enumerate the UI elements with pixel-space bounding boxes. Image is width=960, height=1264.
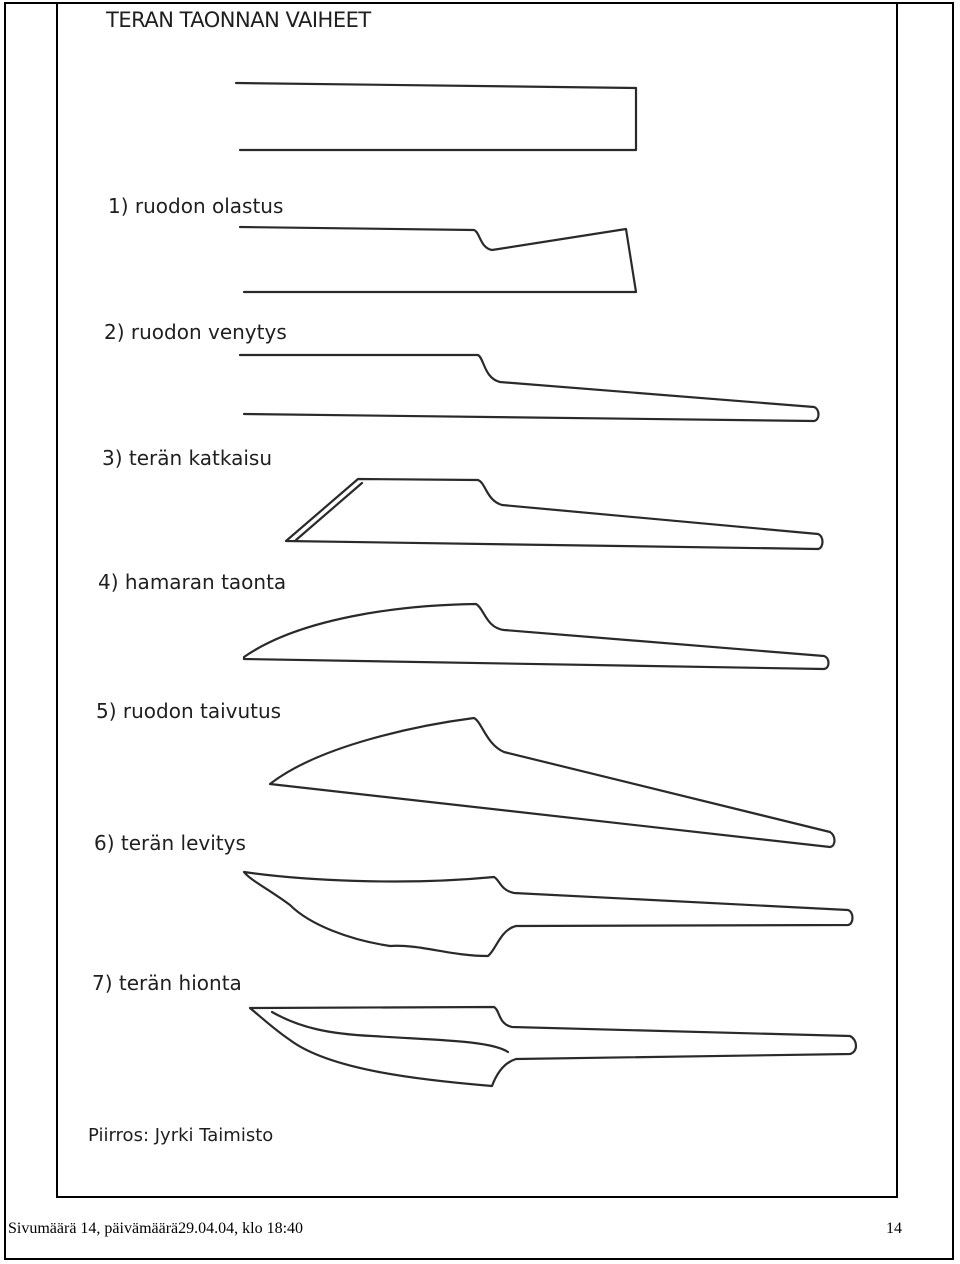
drawing-title: TERAN TAONNAN VAIHEET <box>106 8 371 32</box>
step-6-shape <box>244 872 853 956</box>
step-3-label: 3) terän katkaisu <box>102 446 273 470</box>
step-7-edge-line <box>272 1012 508 1052</box>
step-7-label: 7) terän hionta <box>92 971 242 995</box>
step-4-label: 4) hamaran taonta <box>98 570 287 594</box>
step-7-shape <box>250 1007 856 1086</box>
step-1-shape <box>240 227 636 292</box>
blank-bar-shape <box>236 83 636 150</box>
step-6-label: 6) terän levitys <box>94 831 246 855</box>
step-5-label: 5) ruodon taivutus <box>96 699 282 723</box>
step-1-label: 1) ruodon olastus <box>108 194 284 218</box>
illustration-credit: Piirros: Jyrki Taimisto <box>88 1125 274 1146</box>
step-5-shape <box>270 718 835 847</box>
step-2-shape <box>240 355 819 421</box>
step-3-shape <box>286 479 823 549</box>
step-2-label: 2) ruodon venytys <box>104 320 287 344</box>
footer-page-number: 14 <box>886 1220 902 1237</box>
step-3-bevel-line <box>296 483 362 540</box>
footer-document-info: Sivumäärä 14, päivämäärä29.04.04, klo 18:40 <box>8 1220 304 1237</box>
step-4-shape <box>244 604 829 669</box>
